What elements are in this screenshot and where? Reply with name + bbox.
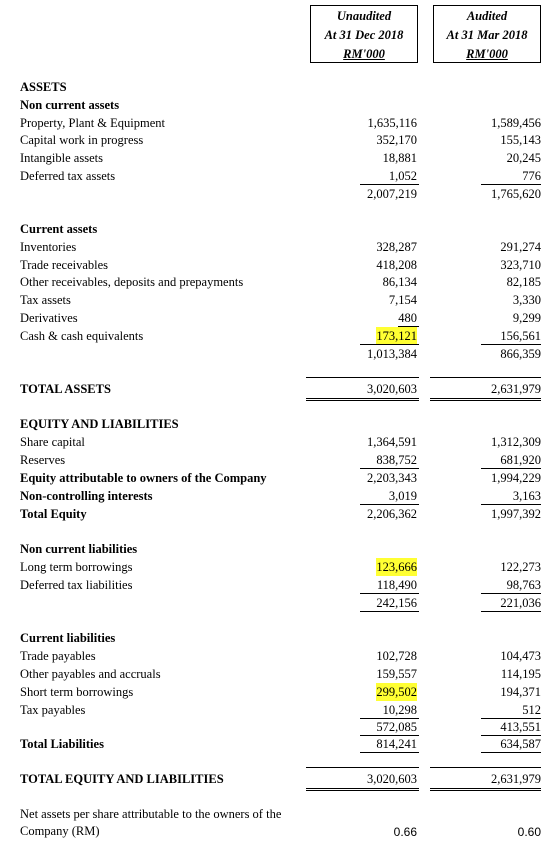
column-header-audited <box>433 5 541 63</box>
value-audited: 82,185 <box>506 275 541 289</box>
table-row <box>0 149 557 167</box>
value-audited: 98,763 <box>506 578 541 592</box>
total-row <box>0 770 557 788</box>
subsection-title: Current assets <box>20 222 98 236</box>
value-unaudited: 814,241 <box>376 737 417 751</box>
value-audited: 3,330 <box>512 293 541 307</box>
value-audited: 1,312,309 <box>491 435 541 449</box>
value-audited: 512 <box>522 703 541 717</box>
net-assets-label: Net assets per share attributable to the owners of the Company (RM) <box>20 807 282 838</box>
value-audited: 2,631,979 <box>491 772 541 786</box>
total-liabilities-row <box>0 735 557 753</box>
value-audited: 1,765,620 <box>491 187 541 201</box>
row-label: Other receivables, deposits and prepayments <box>20 275 244 289</box>
value-unaudited: 118,490 <box>376 578 417 592</box>
row-label: Derivatives <box>20 311 78 325</box>
row-label: Other payables and accruals <box>20 667 161 681</box>
header-col1-date: At 31 Dec 2018 <box>324 28 404 42</box>
table-row <box>0 256 557 274</box>
value-audited: 681,920 <box>500 453 541 467</box>
assets-title-row <box>0 78 557 96</box>
row-label: Deferred tax liabilities <box>20 578 133 592</box>
section-title: EQUITY AND LIABILITIES <box>20 417 179 431</box>
value-unaudited: 3,019 <box>388 489 417 503</box>
subtotal-rule <box>481 752 541 753</box>
row-label: Trade payables <box>20 649 96 663</box>
total-rule <box>430 767 541 768</box>
subtotal-row <box>0 185 557 203</box>
value-audited: 2,631,979 <box>491 382 541 396</box>
value-unaudited: 2,206,362 <box>367 507 417 521</box>
value-unaudited: 7,154 <box>388 293 417 307</box>
value-unaudited: 2,007,219 <box>367 187 417 201</box>
value-unaudited-highlighted: 299,502 <box>376 685 417 699</box>
value-unaudited: 86,134 <box>382 275 417 289</box>
total-rule <box>306 400 419 401</box>
row-label: Cash & cash equivalents <box>20 329 144 343</box>
value-unaudited: 18,881 <box>382 151 417 165</box>
table-row <box>0 131 557 149</box>
value-audited: 634,587 <box>500 737 541 751</box>
row-label: Total Equity <box>20 507 87 521</box>
table-row <box>0 291 557 309</box>
row-label: Reserves <box>20 453 66 467</box>
value-audited: 221,036 <box>500 596 541 610</box>
value-audited: 114,195 <box>500 667 541 681</box>
row-label: Inventories <box>20 240 77 254</box>
subtotal-rule <box>360 752 419 753</box>
row-label: Deferred tax assets <box>20 169 116 183</box>
value-audited: 156,561 <box>500 329 541 343</box>
subsection-title: Current liabilities <box>20 631 116 645</box>
row-label: Tax assets <box>20 293 71 307</box>
equity-title-row <box>0 415 557 433</box>
table-row <box>0 433 557 451</box>
value-unaudited: 352,170 <box>376 133 417 147</box>
total-rule <box>306 398 419 399</box>
value-unaudited: 242,156 <box>376 596 417 610</box>
subtotal-rule <box>481 611 541 612</box>
value-audited: 155,143 <box>500 133 541 147</box>
value-audited: 194,371 <box>500 685 541 699</box>
value-unaudited: 1,635,116 <box>367 116 417 130</box>
value-unaudited: 2,203,343 <box>367 471 417 485</box>
table-row <box>0 451 557 469</box>
row-label: Capital work in progress <box>20 133 144 147</box>
column-header-unaudited <box>310 5 418 63</box>
value-unaudited: 159,557 <box>376 667 417 681</box>
table-row <box>0 665 557 683</box>
value-audited: 104,473 <box>500 649 541 663</box>
row-label: TOTAL EQUITY AND LIABILITIES <box>20 772 224 786</box>
value-audited: 122,273 <box>500 560 541 574</box>
total-rule <box>430 788 541 789</box>
value-unaudited: 418,208 <box>376 258 417 272</box>
value-audited: 323,710 <box>500 258 541 272</box>
value-unaudited-highlighted: 173,121 <box>376 329 417 343</box>
header-col1-unit: RM'000 <box>343 47 385 61</box>
current-assets-title-row <box>0 220 557 238</box>
row-label: Share capital <box>20 435 85 449</box>
total-rule <box>306 767 419 768</box>
table-row <box>0 576 557 594</box>
value-audited: 866,359 <box>500 347 541 361</box>
subsection-title: Non current assets <box>20 98 120 112</box>
non-current-liabilities-title-row <box>0 540 557 558</box>
row-label: Non-controlling interests <box>20 489 153 503</box>
subsection-title: Non current liabilities <box>20 542 138 556</box>
value-unaudited: 572,085 <box>376 720 417 734</box>
value-audited: 413,551 <box>500 720 541 734</box>
row-label: Property, Plant & Equipment <box>20 116 166 130</box>
table-row <box>0 647 557 665</box>
table-row <box>0 273 557 291</box>
total-rule <box>306 788 419 789</box>
value-audited: 1,997,392 <box>491 507 541 521</box>
value-audited: 20,245 <box>506 151 541 165</box>
table-row <box>0 114 557 132</box>
header-col2-date: At 31 Mar 2018 <box>446 28 528 42</box>
value-unaudited: 3,020,603 <box>367 772 417 786</box>
total-rule <box>430 377 541 378</box>
row-label: Tax payables <box>20 703 86 717</box>
value-unaudited: 10,298 <box>382 703 417 717</box>
non-current-assets-title-row <box>0 96 557 114</box>
value-unaudited: 0.66 <box>393 825 417 839</box>
value-unaudited: 1,013,384 <box>367 347 417 361</box>
table-row <box>0 469 557 487</box>
subtotal-row <box>0 594 557 612</box>
table-row <box>0 683 557 701</box>
section-title: ASSETS <box>20 80 67 94</box>
value-audited: 1,994,229 <box>491 471 541 485</box>
header-col1-status: Unaudited <box>336 9 392 23</box>
row-label: Total Liabilities <box>20 737 104 751</box>
row-label: Intangible assets <box>20 151 103 165</box>
subtotal-row <box>0 345 557 363</box>
header-col2-status: Audited <box>466 9 508 23</box>
value-audited: 776 <box>522 169 541 183</box>
value-unaudited: 838,752 <box>376 453 417 467</box>
subtotal-rule <box>360 611 419 612</box>
row-label: Trade receivables <box>20 258 109 272</box>
value-audited: 291,274 <box>500 240 541 254</box>
total-rule <box>430 790 541 791</box>
value-unaudited: 328,287 <box>376 240 417 254</box>
total-rule <box>430 400 541 401</box>
table-row <box>0 701 557 719</box>
row-label: Short term borrowings <box>20 685 134 699</box>
total-row <box>0 380 557 398</box>
row-label: Equity attributable to owners of the Company <box>20 471 267 485</box>
table-row <box>0 487 557 505</box>
total-rule <box>306 790 419 791</box>
value-audited: 1,589,456 <box>491 116 541 130</box>
value-unaudited: 1,364,591 <box>367 435 417 449</box>
value-unaudited: 3,020,603 <box>367 382 417 396</box>
value-audited: 3,163 <box>512 489 541 503</box>
value-unaudited: 102,728 <box>376 649 417 663</box>
row-label: TOTAL ASSETS <box>20 382 111 396</box>
row-label: Long term borrowings <box>20 560 133 574</box>
table-row <box>0 309 557 327</box>
current-liabilities-title-row <box>0 629 557 647</box>
table-row <box>0 505 557 523</box>
value-unaudited: 1,052 <box>388 169 417 183</box>
value-unaudited-highlighted: 123,666 <box>376 560 417 574</box>
table-row <box>0 558 557 576</box>
total-rule <box>306 377 419 378</box>
subtotal-row <box>0 718 557 736</box>
header-col2-unit: RM'000 <box>466 47 508 61</box>
total-rule <box>430 398 541 399</box>
net-assets-row <box>0 823 557 841</box>
value-audited: 9,299 <box>512 311 541 325</box>
table-row <box>0 238 557 256</box>
value-audited: 0.60 <box>517 825 541 839</box>
table-row <box>0 167 557 185</box>
value-unaudited: 480 <box>398 311 417 325</box>
table-row <box>0 327 557 345</box>
